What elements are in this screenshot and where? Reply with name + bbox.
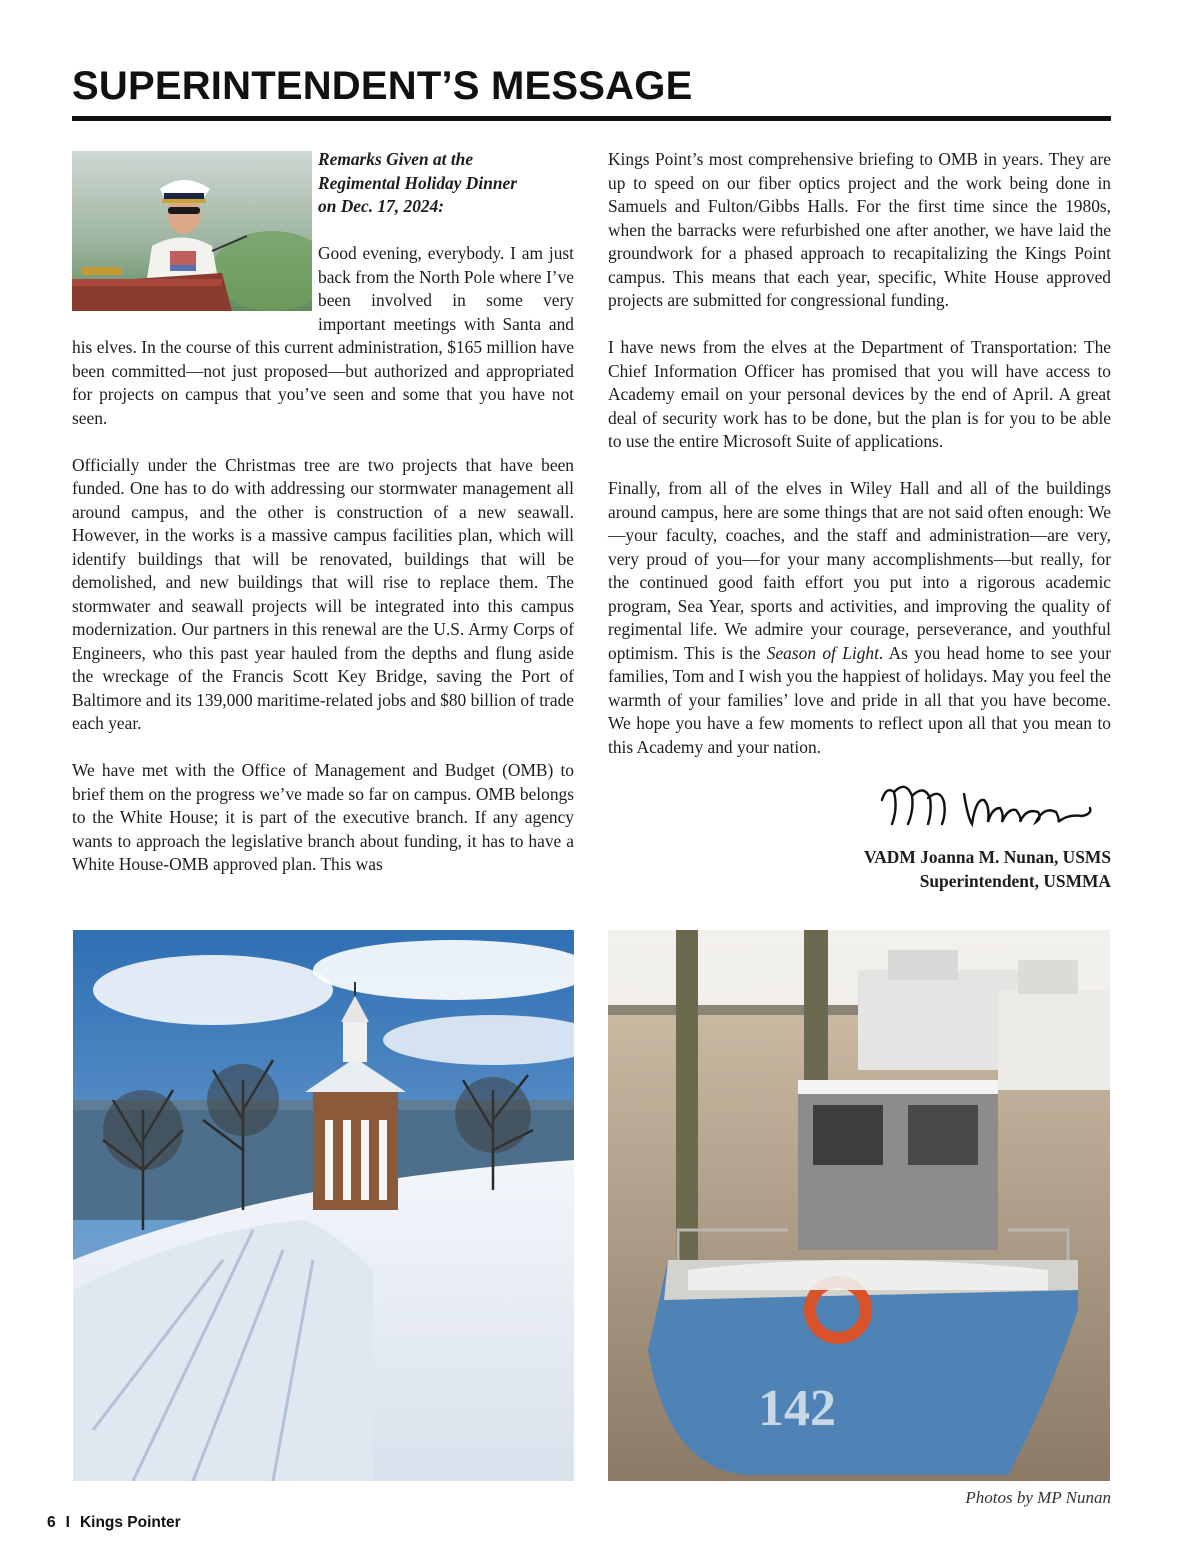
intro-heading-line-1: Remarks Given at the: [318, 149, 474, 169]
left-paragraph-1: Good evening, everybody. I am just back from the North Pole where I’ve been involved in some very important meetings with Santa and his elves. In the course of this current administration, $165 million have been committed—not just proposed—but authorized and appropriated for projects on campus that you’ve seen and some that you have not seen.: [72, 243, 574, 428]
signature: [872, 778, 1102, 838]
final-paragraph-part-1: Finally, from all of the elves in Wiley Hall and all of the buildings around campus, here are some things that are not said often enough: We—your faculty, coaches, and the staff and administration—are very, very proud of you—for your many accomplishments—but really, for the continued good faith effort you put into a rigorous academic program, Sea Year, sports and activities, and improving the quality of regimental life. We admire your courage, perseverance, and youthful optimism. This is the: [608, 478, 1111, 663]
right-paragraph-2: I have news from the elves at the Department of Transportation: The Chief Information Officer has promised that you will have access to Academy email on your personal devices by the end of April. A great deal of security work has to be done, but the plan is for you to be able to use the entire Microsoft Suite of applications.: [608, 337, 1111, 451]
intro-heading-line-3: on Dec. 17, 2024:: [318, 196, 445, 216]
superintendent-portrait: [72, 151, 312, 311]
season-of-light-italic: Season of Light: [766, 642, 879, 663]
boat-142-photo: [608, 930, 1110, 1481]
right-paragraph-3: [608, 477, 1111, 759]
footer-separator: I: [65, 1514, 70, 1531]
right-paragraph-1: Kings Point’s most comprehensive briefing to OMB in years. They are up to speed on our fiber optics project and the work being done in Samuels and Fulton/Gibbs Halls. For the first time since the 1980s, when the barracks were refurbished one after another, we have laid the groundwork for a phased approach to recapitalizing the Kings Point campus. This means that each year, specific, White House approved projects are submitted for congressional funding.: [608, 149, 1111, 310]
title-rule: [72, 116, 1111, 121]
footer-page-number: 6: [47, 1514, 56, 1531]
chapel-winter-photo: [73, 930, 574, 1481]
signer-title: Superintendent, USMMA: [919, 871, 1111, 891]
final-paragraph-part-2: . As you head home to see your families, Tom and I wish you the happiest of holidays. May you feel the warmth of your families’ love and pride in all that you have become. We hope you have a few moments to reflect upon all that you mean to this Academy and your nation.: [608, 642, 1111, 757]
left-paragraph-2: Officially under the Christmas tree are two projects that have been funded. One has to do with addressing our stormwater management all around campus, and the other is construction of a new seawall. However, in the works is a massive campus facilities plan, which will identify buildings that will be renovated, buildings that will be demolished, and new buildings that will rise to replace them. The stormwater and seawall projects will be integrated into this campus modernization. Our partners in this renewal are the U.S. Army Corps of Engineers, who this past year hauled from the depths and flung aside the wreckage of the Francis Scott Key Bridge, saving the Port of Baltimore and its 139,000 maritime-related jobs and $80 billion of trade each year.: [72, 454, 574, 733]
right-column: [608, 148, 1111, 783]
left-column: [72, 148, 574, 900]
page-footer: [47, 1514, 191, 1532]
page-title: SUPERINTENDENT’S MESSAGE: [72, 64, 693, 108]
footer-publication: Kings Pointer: [79, 1514, 181, 1531]
signer-block: [864, 845, 1111, 893]
intro-heading: [318, 148, 574, 219]
boat-number: 142: [758, 1380, 836, 1437]
intro-heading-line-2: Regimental Holiday Dinner: [318, 172, 518, 193]
signer-name: VADM Joanna M. Nunan, USMS: [863, 847, 1111, 867]
photo-credit: Photos by MP Nunan: [965, 1488, 1111, 1507]
left-paragraph-3: We have met with the Office of Management and Budget (OMB) to brief them on the progress we’ve made so far on campus. OMB belongs to the White House; it is part of the executive branch. If any agency wants to approach the legislative branch about funding, it has to have a White House-OMB approved plan. This was: [72, 760, 574, 874]
